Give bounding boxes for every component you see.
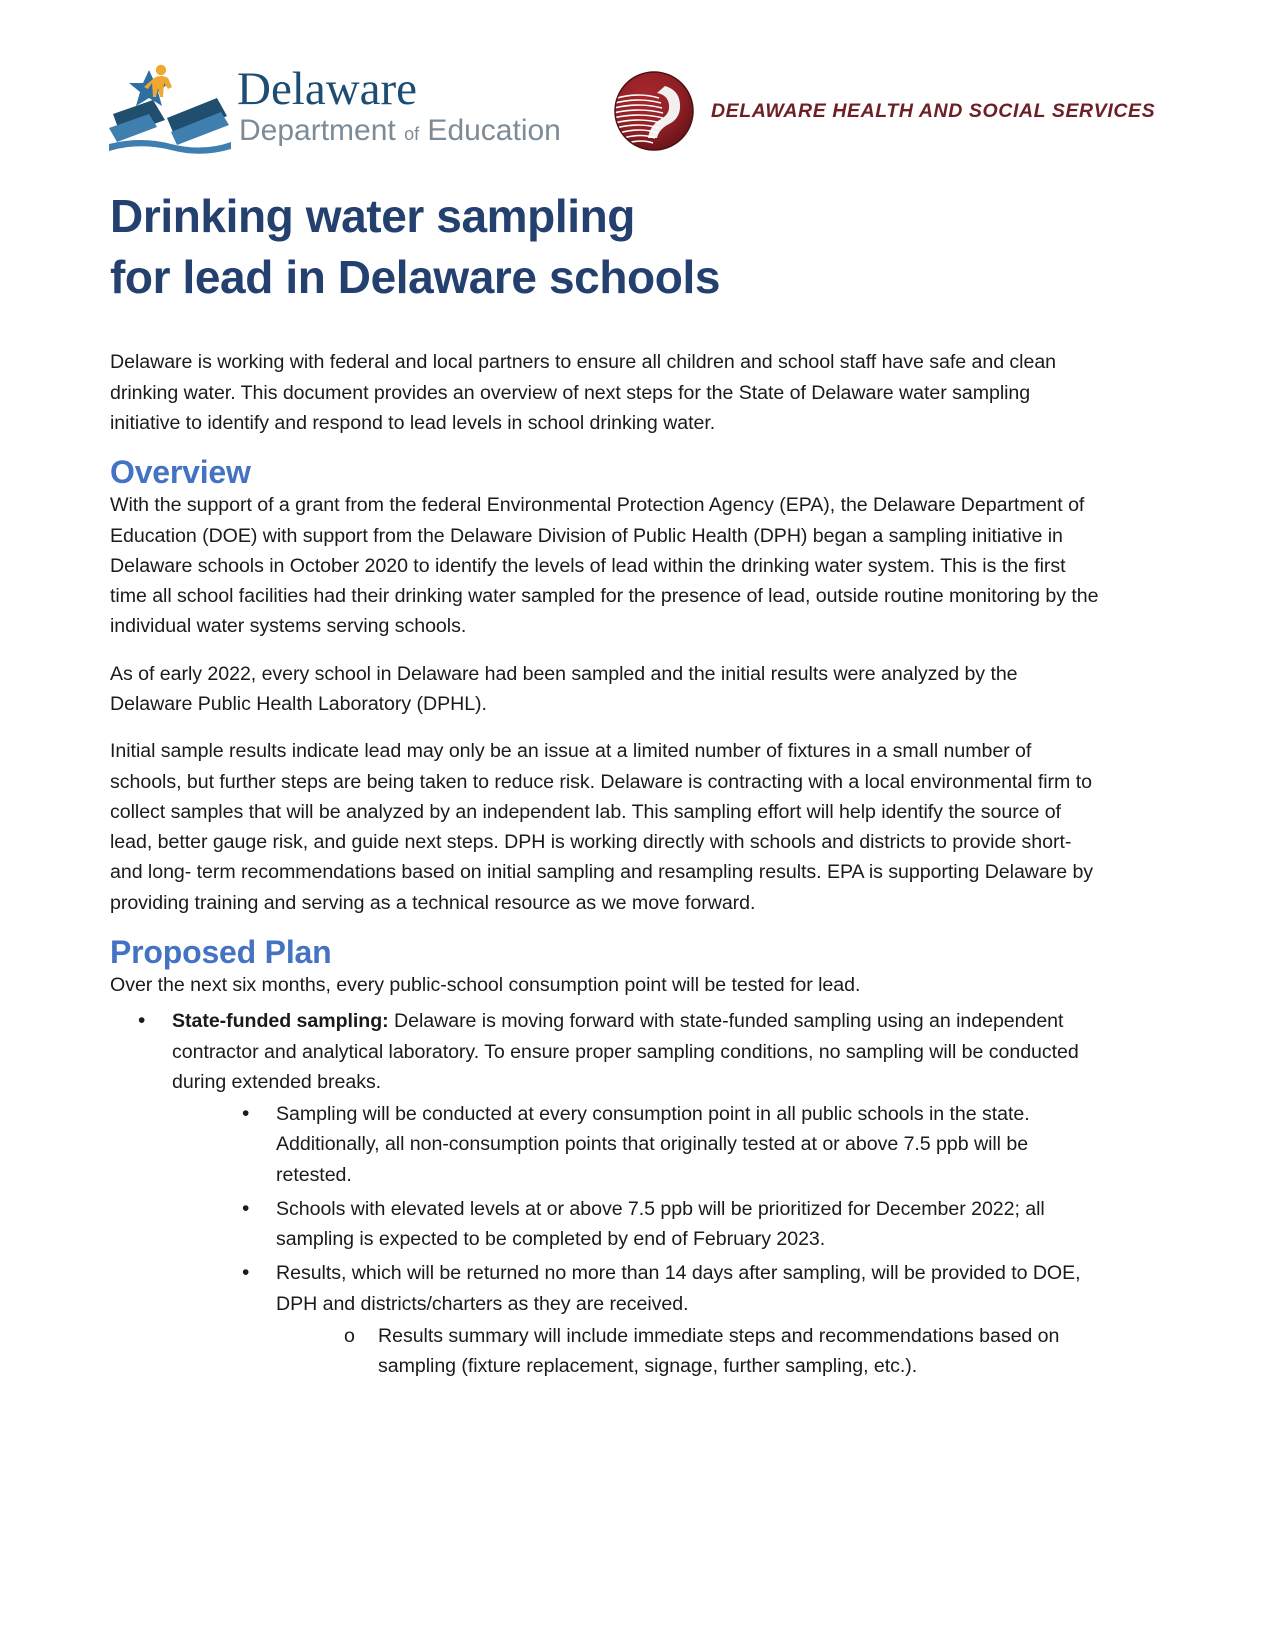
list-item-text: Sampling will be conducted at every consumption point in all public schools in the state. Additionally, all non-consumption points that originally tested at or above 7.5 ppb will be retested.: [276, 1103, 1030, 1186]
list-item-text: Delaware is moving forward with state-funded sampling using an independent contractor and analytical laboratory. To ensure proper sampling conditions, no sampling will be conducted during extended breaks.: [172, 1010, 1079, 1093]
dhss-logo: [613, 70, 1156, 152]
circle-bullet-marker-icon: o: [344, 1324, 355, 1347]
proposed-plan-sub-bullet-list: [242, 1099, 1105, 1381]
list-item-label: [172, 1010, 1079, 1093]
bullet-marker-icon: •: [242, 1102, 250, 1126]
section-heading-proposed-plan: Proposed Plan: [110, 933, 332, 970]
proposed-plan-sub-sub-bullet-list: [344, 1321, 1105, 1382]
list-item: [138, 1006, 1105, 1381]
proposed-plan-bullet-list: [138, 1006, 1105, 1381]
list-item-text: Results summary will include immediate steps and recommendations based on sampling (fixture replacement, signage, further sampling, etc.).: [378, 1324, 1060, 1378]
bullet-marker-icon: •: [242, 1196, 250, 1220]
svg-text:Delaware: Delaware: [237, 63, 418, 115]
dhss-logo-text: DELAWARE HEALTH AND SOCIAL SERVICES: [711, 99, 1156, 122]
document-content: [110, 186, 1105, 1386]
bullet-marker-icon: •: [242, 1261, 250, 1285]
page-title-line-1: Drinking water sampling: [110, 190, 636, 242]
svg-text:Department of Education: Department of Education: [239, 114, 561, 147]
intro-paragraph: Delaware is working with federal and local partners to ensure all children and school staff have safe and clean drinking water. This document provides an overview of next steps for the State of Delaware water sampling initiative to identify and respond to lead levels in school drinking water.: [110, 351, 1057, 434]
bullet-marker-icon: •: [138, 1009, 146, 1033]
logo-bar: [0, 52, 1265, 164]
section-heading-overview: Overview: [110, 454, 251, 491]
proposed-plan-lead-in: Over the next six months, every public-school consumption point will be tested for lead.: [110, 974, 861, 997]
list-item-text: Results, which will be returned no more than 14 days after sampling, will be provided to DOE, DPH and districts/charters as they are received.: [276, 1262, 1081, 1315]
list-item-text: Schools with elevated levels at or above 7.5 ppb will be prioritized for December 2022; all sampling is expected to be completed by end of February 2023.: [276, 1197, 1045, 1251]
page-title-line-2: for lead in Delaware schools: [110, 250, 721, 303]
list-item: [344, 1321, 1105, 1382]
page-title: [110, 186, 1105, 307]
list-item: [242, 1258, 1105, 1381]
delaware-doe-logo-icon: [105, 52, 565, 160]
overview-paragraph-2: As of early 2022, every school in Delaware had been sampled and the initial results were analyzed by the Delaware Public Health Laboratory (DPHL).: [110, 662, 1018, 716]
list-item-bold-label: State-funded sampling:: [172, 1010, 389, 1033]
list-item: [242, 1194, 1105, 1255]
overview-paragraph-1: With the support of a grant from the federal Environmental Protection Agency (EPA), the Delaware Department of Education (DOE) with support from the Delaware Division of Public Health (DPH) began a sampling initiative in Delaware schools in October 2020 to identify the levels of lead within the drinking water system. This is the first time all school facilities had their drinking water sampled for the presence of lead, outside routine monitoring by the individual water systems serving schools.: [110, 494, 1099, 638]
list-item: [242, 1099, 1105, 1190]
overview-paragraph-3: Initial sample results indicate lead may only be an issue at a limited number of fixtures in a small number of schools, but further steps are being taken to reduce risk. Delaware is contracting with a local environmental firm to collect samples that will be analyzed by an independent lab. This sampling effort will help identify the source of lead, better gauge risk, and guide next steps. DPH is working directly with schools and districts to provide short- and long- term recommendations based on initial sampling and resampling results. EPA is supporting Delaware by providing training and serving as a technical resource as we move forward.: [110, 740, 1094, 914]
dhss-seal-icon: [613, 70, 695, 152]
